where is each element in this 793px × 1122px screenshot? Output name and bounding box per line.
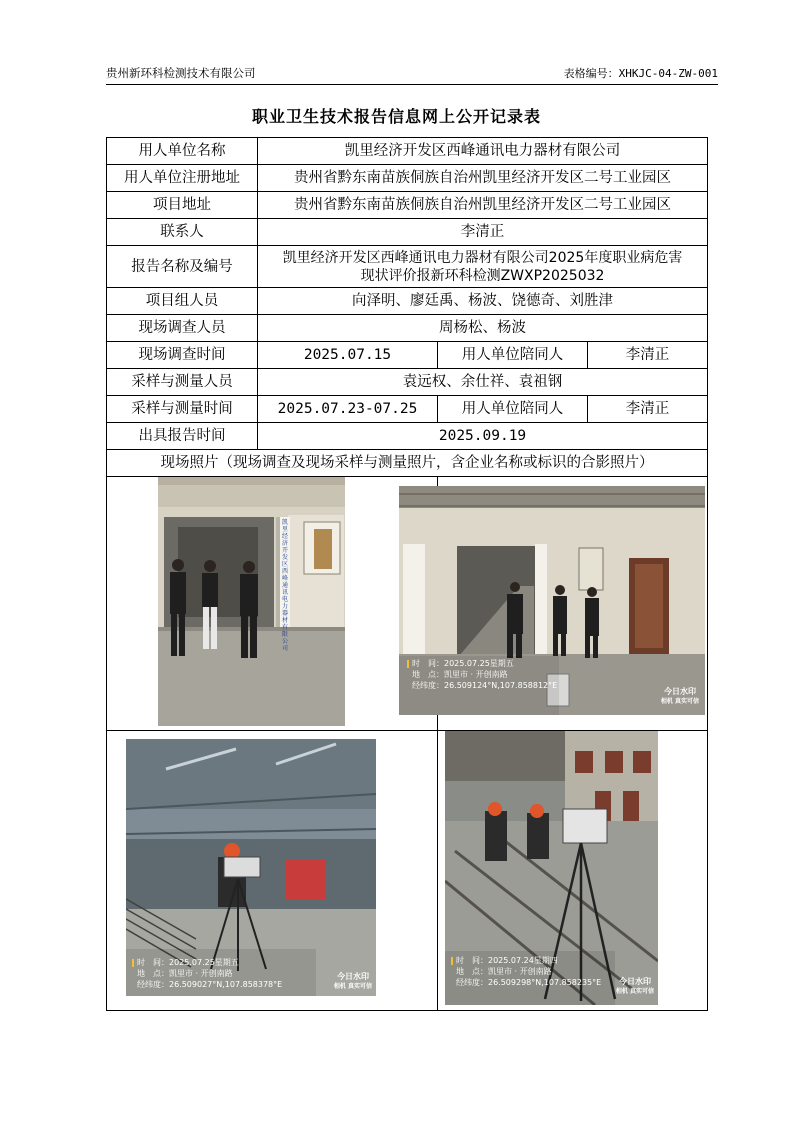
report-name-line1: 凯里经济开发区西峰通讯电力器材有限公司2025年度职业病危害 <box>282 249 683 266</box>
photos-header: 现场照片（现场调查及现场采样与测量照片，含企业名称或标识的合影照片） <box>107 450 708 477</box>
sign-board-1: 凯里经济开发区西峰通讯电力器材有限公司 <box>282 519 289 652</box>
table-row <box>107 219 708 246</box>
label-contact: 联系人 <box>107 219 258 246</box>
photo-3-time: 时 间：2025.07.25星期五 <box>132 957 282 968</box>
value-project-address: 贵州省黔东南苗族侗族自治州凯里经济开发区二号工业园区 <box>258 192 708 219</box>
photo-3-place: 地 点：凯里市 · 开创南路 <box>137 969 233 978</box>
table-row <box>107 423 708 450</box>
photo-4-place: 地 点：凯里市 · 开创南路 <box>456 967 552 976</box>
photo-building-group <box>399 486 705 715</box>
photo-workshop-sampling-2 <box>445 731 658 1005</box>
photo-4-watermark: 今日水印 相机 真实可信 <box>615 977 654 995</box>
photo-3-watermark: 今日水印 相机 真实可信 <box>333 972 372 990</box>
label-issue-time: 出具报告时间 <box>107 423 258 450</box>
header-divider <box>106 84 718 85</box>
photo-4-time: 时 间：2025.07.24星期四 <box>451 955 601 966</box>
label-report-name: 报告名称及编号 <box>107 246 258 288</box>
value-survey-accompany: 李清正 <box>588 342 708 369</box>
value-team: 向泽明、廖廷禹、杨波、饶德奇、刘胜津 <box>258 288 708 315</box>
photo-2-place: 地 点：凯里市 · 开创南路 <box>412 670 508 679</box>
photo-3-overlay <box>132 957 282 990</box>
entrance-scene-image <box>158 477 345 726</box>
label-team: 项目组人员 <box>107 288 258 315</box>
label-sampling-accompany: 用人单位陪同人 <box>438 396 588 423</box>
table-row <box>107 315 708 342</box>
label-reg-address: 用人单位注册地址 <box>107 165 258 192</box>
table-row <box>107 192 708 219</box>
value-sampling-time: 2025.07.23-07.25 <box>258 396 438 423</box>
label-sampling-time: 采样与测量时间 <box>107 396 258 423</box>
table-row <box>107 369 708 396</box>
value-contact: 李清正 <box>258 219 708 246</box>
photo-entrance-group <box>158 477 345 726</box>
label-survey-time: 现场调查时间 <box>107 342 258 369</box>
table-row <box>107 138 708 165</box>
table-row <box>107 288 708 315</box>
label-survey-accompany: 用人单位陪同人 <box>438 342 588 369</box>
value-report-name <box>258 246 708 288</box>
value-survey-time: 2025.07.15 <box>258 342 438 369</box>
table-row <box>107 342 708 369</box>
photo-3-coords: 经纬度：26.509027°N,107.858378°E <box>137 980 283 989</box>
table-row <box>107 450 708 477</box>
photo-2-coords: 经纬度：26.509124°N,107.858812°E <box>412 681 558 690</box>
value-sampling-staff: 袁远权、余仕祥、袁祖钢 <box>258 369 708 396</box>
label-project-address: 项目地址 <box>107 192 258 219</box>
photo-workshop-sampling-1 <box>126 739 376 996</box>
table-row <box>107 165 708 192</box>
photo-2-overlay <box>407 658 557 691</box>
value-reg-address: 贵州省黔东南苗族侗族自治州凯里经济开发区二号工业园区 <box>258 165 708 192</box>
page-title: 职业卫生技术报告信息网上公开记录表 <box>251 107 541 126</box>
table-row <box>107 246 708 288</box>
photo-2-time: 时 间：2025.07.25星期五 <box>407 658 557 669</box>
label-sampling-staff: 采样与测量人员 <box>107 369 258 396</box>
photo-2-watermark: 今日水印 相机 真实可信 <box>660 687 699 705</box>
photo-4-overlay <box>451 955 601 988</box>
form-number: 表格编号：XHKJC-04-ZW-001 <box>563 67 718 80</box>
company-name: 贵州新环科检测技术有限公司 <box>106 66 256 80</box>
value-survey-staff: 周杨松、杨波 <box>258 315 708 342</box>
value-unit-name: 凯里经济开发区西峰通讯电力器材有限公司 <box>258 138 708 165</box>
value-issue-time: 2025.09.19 <box>258 423 708 450</box>
photo-4-coords: 经纬度：26.509298°N,107.858235°E <box>456 978 602 987</box>
value-sampling-accompany: 李清正 <box>588 396 708 423</box>
label-survey-staff: 现场调查人员 <box>107 315 258 342</box>
report-name-line2: 现状评价报新环科检测ZWXP2025032 <box>360 267 605 284</box>
label-unit-name: 用人单位名称 <box>107 138 258 165</box>
table-row <box>107 396 708 423</box>
